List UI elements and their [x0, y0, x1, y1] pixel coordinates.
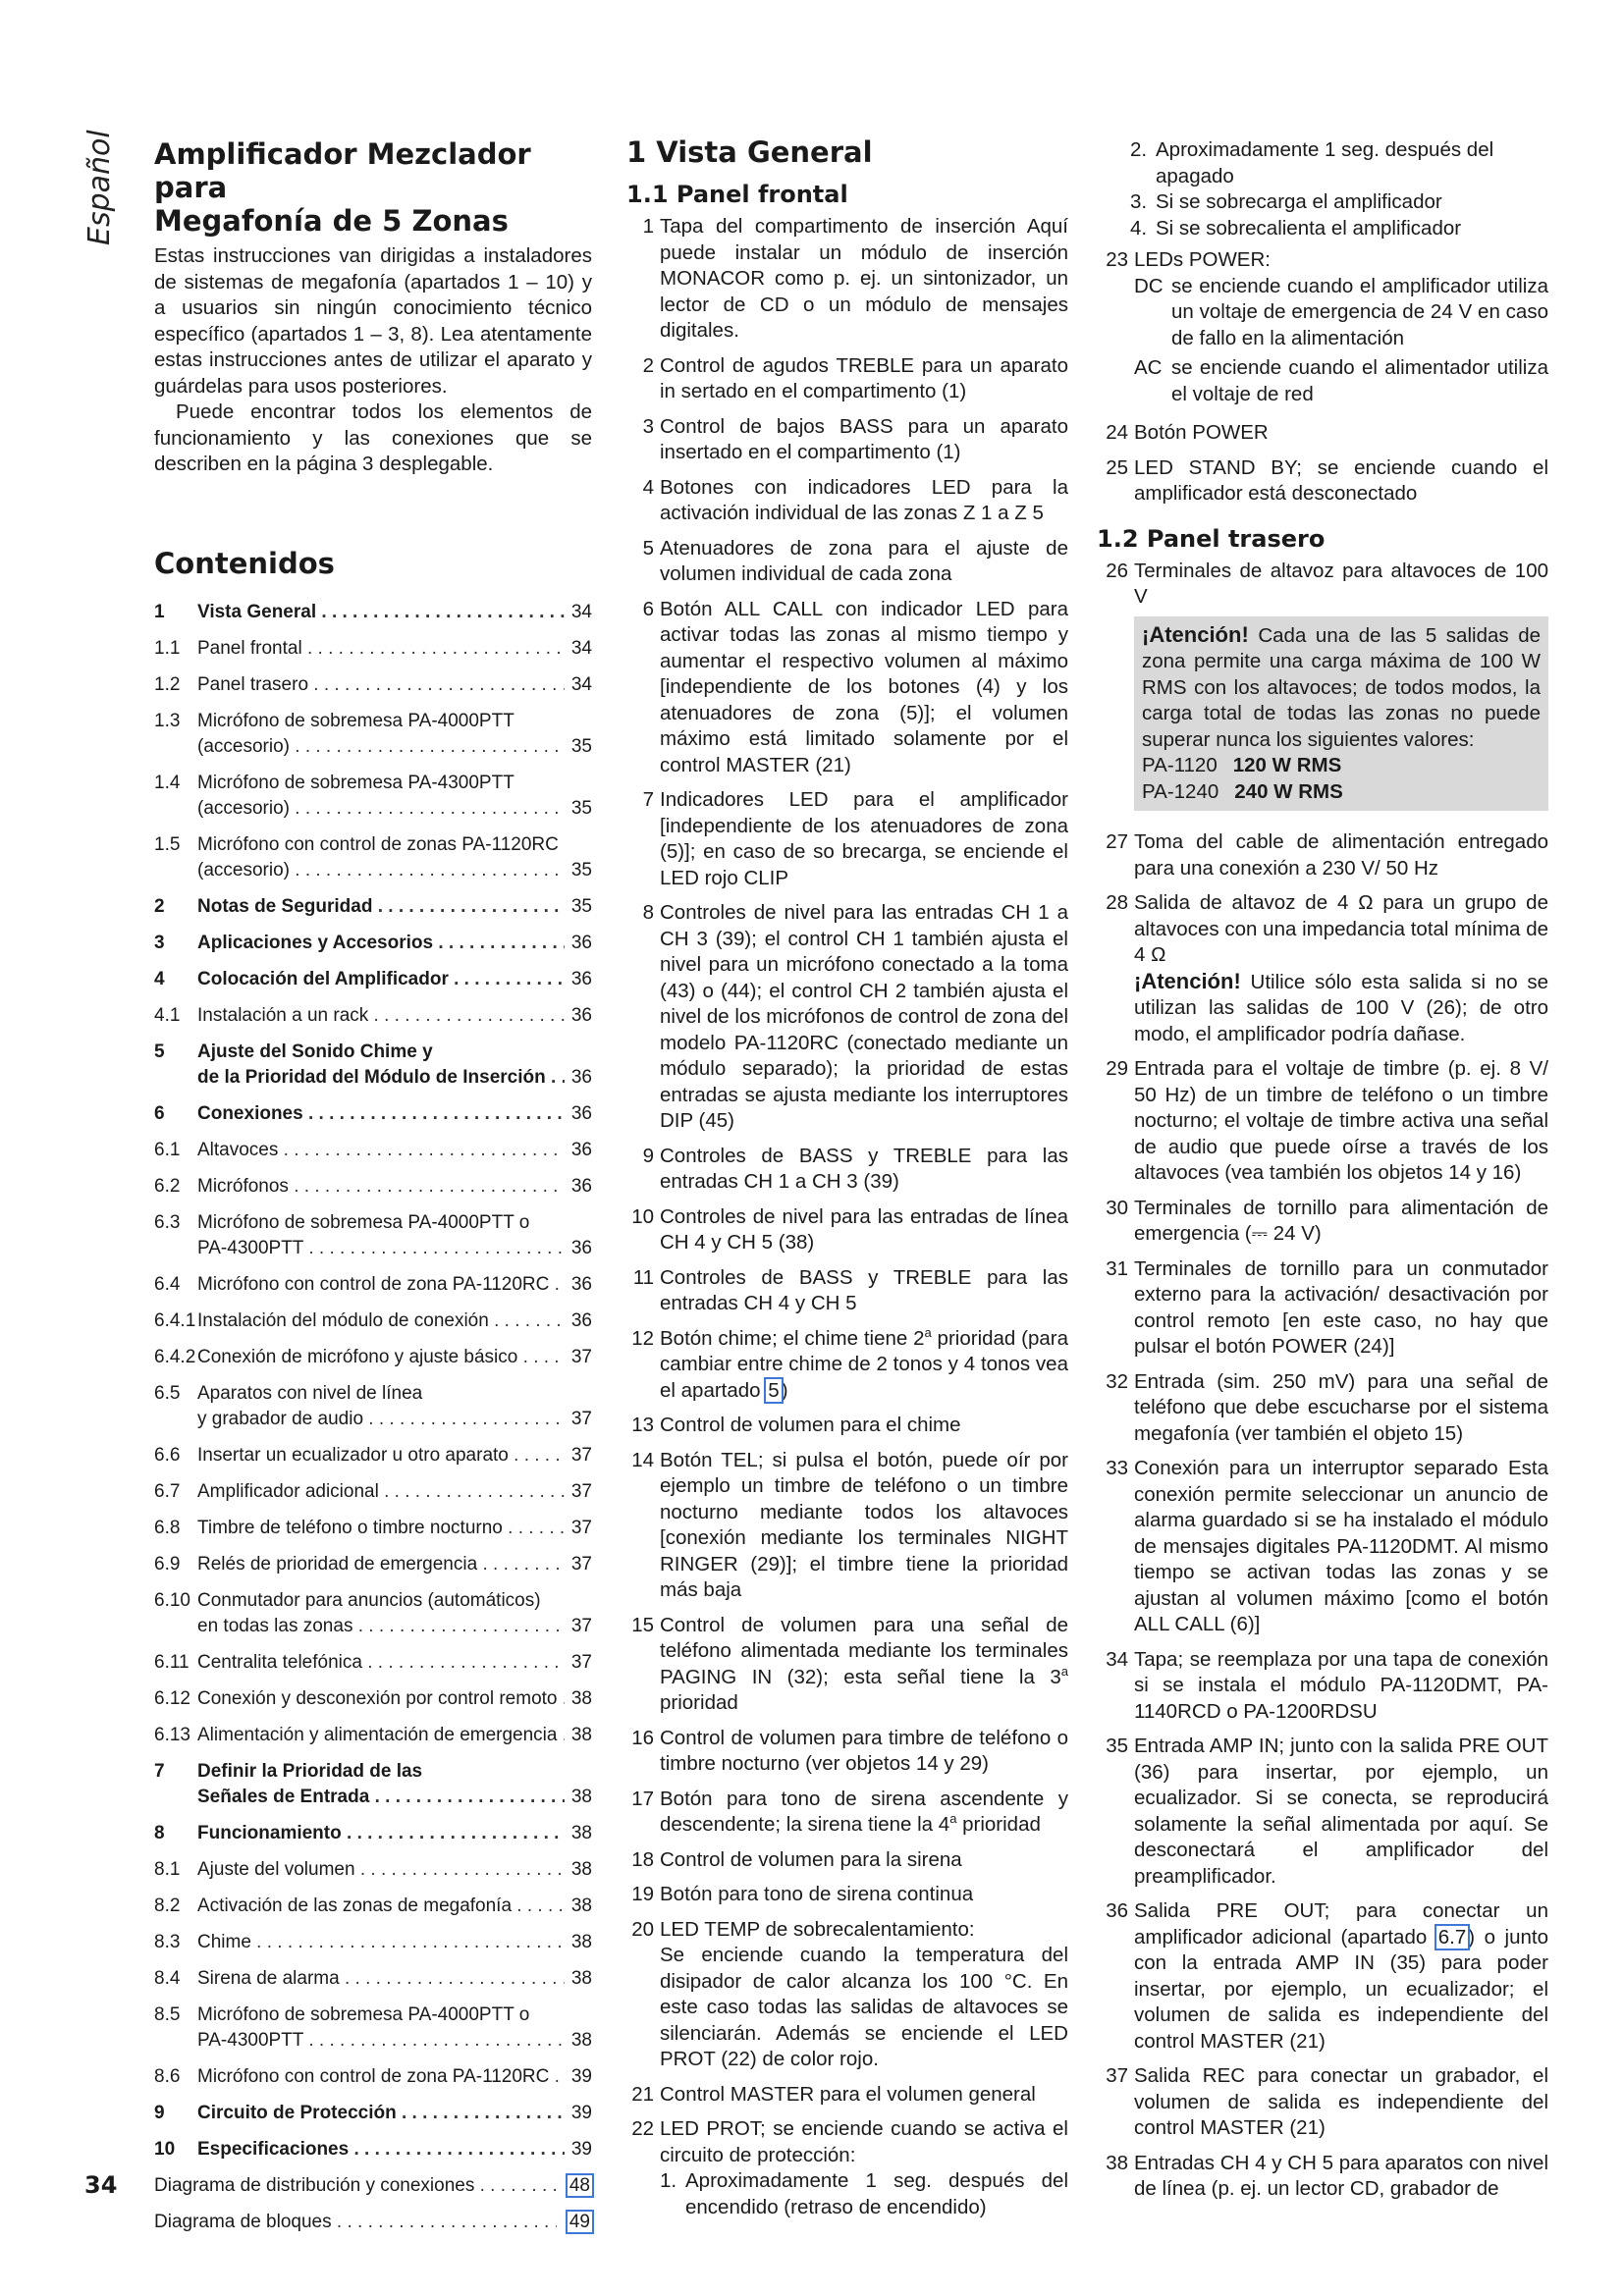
title-line-1: Amplificador Mezclador para [154, 137, 531, 204]
toc-page-number: 38 [570, 1724, 592, 1745]
toc-label: Diagrama de distribución y conexiones . . . [154, 2173, 557, 2199]
toc-label: de la Prioridad del Módulo de Inserción . . . [197, 1065, 565, 1091]
toc-label: Definir la Prioridad de las [197, 1760, 423, 1782]
column-rear-panel [1097, 137, 1548, 2212]
language-tab: Español [82, 130, 117, 245]
toc-label: Micrófono de sobremesa PA-4000PTT o [197, 1211, 530, 1233]
toc-entry[interactable] [154, 2002, 592, 2054]
toc-page-link[interactable]: 49 [568, 2211, 590, 2232]
list-item: 20 LED TEMP de sobrecalentamiento: Se enciende cuando la temperatura del disipador de calor alcanza los 100 °C. En este caso todas las salidas de altavoces se silenciarán. Además se enciende el LED PROT (22) de color rojo. [631, 1917, 1068, 2070]
toc-label: Circuito de Protección . . . [197, 2101, 565, 2126]
toc-number: 6.4.2 [154, 1346, 196, 1367]
toc-label: Micrófono de sobremesa PA-4300PTT [197, 772, 514, 793]
toc-entry[interactable] [154, 1308, 592, 1334]
toc-entry[interactable] [154, 1516, 592, 1541]
toc-page-number: 36 [570, 1175, 592, 1197]
toc-number: 6.7 [154, 1480, 181, 1502]
toc-page-number: 39 [570, 2102, 592, 2123]
section-1-2-heading: 1.2 Panel trasero [1097, 524, 1326, 553]
toc-page-number: 37 [570, 1346, 592, 1367]
toc-label: Micrófono con control de zona PA-1120RC . . . [197, 2064, 565, 2090]
toc-label: Altavoces . . . [197, 1138, 565, 1163]
sub-item: 2. Aproximadamente 1 seg. después del apagado [1130, 138, 1494, 187]
toc-number: 5 [154, 1041, 165, 1062]
toc-page-number: 36 [570, 1102, 592, 1124]
list-item: 23 LEDs POWER: DC se enciende cuando el amplificador utiliza un voltaje de emergencia de 24 V en caso de fallo en la alimentación AC se enciende cuando el alimentador utiliza el voltaje de red [1097, 247, 1548, 411]
toc-label: Centralita telefónica . . . [197, 1650, 565, 1676]
toc-label: Conmutador para anuncios (automáticos) [197, 1589, 541, 1611]
toc-page-number: 35 [570, 735, 592, 757]
toc-number: 1.5 [154, 833, 181, 855]
toc-entry[interactable] [154, 600, 592, 625]
list-item: 24 Botón POWER [1106, 421, 1269, 444]
list-item: 3 Control de bajos BASS para un aparato insertado en el compartimento (1) [642, 414, 1068, 463]
toc-number: 3 [154, 932, 165, 953]
toc-number: 1.1 [154, 637, 181, 659]
toc-page-number: 38 [570, 1931, 592, 1952]
toc-number: 8 [154, 1822, 165, 1843]
front-panel-list-a [626, 214, 1068, 1317]
toc-number: 10 [154, 2138, 176, 2160]
list-item: 9 Controles de BASS y TREBLE para las entradas CH 1 a CH 3 (39) [642, 1144, 1068, 1193]
toc-entry[interactable] [154, 1443, 592, 1468]
toc-label: Ajuste del Sonido Chime y [197, 1041, 433, 1062]
toc-number: 6.12 [154, 1687, 190, 1709]
toc-entry[interactable] [154, 1821, 592, 1846]
toc-page-number: 38 [570, 2029, 592, 2051]
toc-page-number: 34 [570, 601, 592, 622]
toc-label: Insertar un ecualizador u otro aparato . . . [197, 1443, 565, 1468]
toc-label: Aplicaciones y Accesorios . . . [197, 931, 565, 956]
toc-number: 6.6 [154, 1444, 181, 1466]
toc-page-number: 37 [570, 1615, 592, 1636]
toc-entry[interactable] [154, 1759, 592, 1810]
sub-item: DC se enciende cuando el amplificador utiliza un voltaje de emergencia de 24 V en caso de fallo en la alimentación [1134, 274, 1548, 349]
toc-entry[interactable] [154, 832, 592, 883]
toc-entry[interactable] [154, 636, 592, 662]
toc-label: Panel trasero . . . [197, 672, 565, 698]
toc-label: PA-4300PTT . . . [197, 1236, 565, 1261]
toc-label: (accesorio) . . . [197, 734, 565, 760]
list-item: 25 LED STAND BY; se enciende cuando el amplificador está desconectado [1106, 455, 1548, 505]
toc-page-number: 35 [570, 859, 592, 881]
toc-label: Funcionamiento . . . [197, 1821, 565, 1846]
sub-item: 4. Si se sobrecalienta el amplificador [1130, 216, 1462, 240]
toc-label: Chime . . . [197, 1930, 565, 1955]
list-item: 17 Botón para tono de sirena ascendente y descendente; la sirena tiene la 4$^a$ prioridad [631, 1787, 1068, 1836]
toc-number: 1.3 [154, 710, 181, 731]
toc-number: 8.4 [154, 1967, 181, 1989]
list-item: 31 Terminales de tornillo para un conmutador externo para la activación/ desactivación por control remoto [en este caso, no hay que pulsar el botón POWER (24)] [1106, 1256, 1548, 1358]
list-item: 36 Salida PRE OUT; para conectar un amplificador adicional (apartado 6.7) o junto con la entrada AMP IN (35) para poder insertar, por ejemplo, un ecualizador; el volumen de salida es independiente del control MASTER (21) [1106, 1899, 1548, 2053]
toc-page-number: 37 [570, 1651, 592, 1673]
toc-label: Conexión y desconexión por control remoto . . . [197, 1686, 565, 1712]
list-item: 27 Toma del cable de alimentación entregado para una conexión a 230 V/ 50 Hz [1106, 830, 1548, 880]
toc-number: 1 [154, 601, 165, 622]
list-item: 37 Salida REC para conectar un grabador, el volumen de salida es independiente del control MASTER (21) [1106, 2064, 1548, 2139]
toc-page-number: 38 [570, 1895, 592, 1916]
list-item: 16 Control de volumen para timbre de teléfono o timbre nocturno (ver objetos 14 y 29) [631, 1726, 1068, 1775]
toc-label: Especificaciones . . . [197, 2137, 565, 2163]
list-item: 14 Botón TEL; si pulsa el botón, puede oír por ejemplo un timbre de teléfono o un timbre nocturno mediante todos los altavoces [conexión mediante los terminales NIGHT RINGER (29)]; el timbre tiene la prioridad más baja [631, 1448, 1068, 1601]
toc-entry[interactable] [154, 931, 592, 956]
toc-number: 7 [154, 1760, 165, 1782]
toc-entry[interactable] [154, 2137, 592, 2163]
list-item: 6 Botón ALL CALL con indicador LED para activar todas las zonas al mismo tiempo y aumentar el respectivo volumen al máximo [independiente de los botones (4) y los atenuadores de zona (5)]; el volumen máximo está limitado solamente por el control MASTER (21) [642, 597, 1068, 776]
toc-page-number: 36 [570, 1273, 592, 1295]
toc-number: 6 [154, 1102, 165, 1124]
list-item: 5 Atenuadores de zona para el ajuste de volumen individual de cada zona [642, 536, 1068, 585]
toc-page-number: 37 [570, 1444, 592, 1466]
toc-label: Conexión de micrófono y ajuste básico . . . [197, 1345, 565, 1370]
toc-number: 6.1 [154, 1139, 181, 1160]
toc-entry[interactable] [154, 894, 592, 920]
toc-label: Sirena de alarma . . . [197, 1966, 565, 1992]
toc-label: Alimentación y alimentación de emergencia . . . [197, 1723, 565, 1748]
toc-number: 8.5 [154, 2003, 181, 2025]
toc-label: Micrófono de sobremesa PA-4000PTT [197, 710, 514, 731]
toc-label: Señales de Entrada . . . [197, 1785, 565, 1810]
toc-page-number: 39 [570, 2138, 592, 2160]
toc-entry[interactable] [154, 1138, 592, 1163]
toc-entry[interactable] [154, 1857, 592, 1883]
toc-page-number: 38 [570, 1822, 592, 1843]
toc-number: 8.1 [154, 1858, 181, 1880]
toc-entry[interactable] [154, 2210, 592, 2235]
toc-entry[interactable] [154, 1003, 592, 1029]
item-22-continued [1097, 137, 1548, 241]
pa-1240-rating: PA-1240 240 W RMS [1142, 779, 1343, 803]
toc-entry[interactable] [154, 1272, 592, 1298]
toc-label: Notas de Seguridad . . . [197, 894, 565, 920]
list-item: 32 Entrada (sim. 250 mV) para una señal de teléfono que debe escucharse por el sistema megafonía (ver también el objeto 15) [1106, 1369, 1548, 1445]
column-intro-toc [154, 133, 592, 2246]
toc-page-number: 36 [570, 1309, 592, 1331]
toc-page-number: 36 [570, 1139, 592, 1160]
toc-page-number: 38 [570, 1786, 592, 1807]
toc-number: 2 [154, 895, 165, 917]
toc-number: 6.8 [154, 1517, 181, 1538]
toc-entry[interactable] [154, 2101, 592, 2126]
list-item: 30 Terminales de tornillo para alimentación de emergencia (⎓ 24 V) [1106, 1196, 1548, 1245]
list-item: 38 Entradas CH 4 y CH 5 para aparatos con nivel de línea (p. ej. un lector CD, grabador de [1106, 2151, 1548, 2200]
toc-label: Aparatos con nivel de línea [197, 1382, 423, 1404]
toc-entry[interactable] [154, 2173, 592, 2199]
toc-label: Timbre de teléfono o timbre nocturno . . . [197, 1516, 565, 1541]
toc-entry[interactable] [154, 1588, 592, 1639]
toc-page-number: 35 [570, 797, 592, 819]
toc-number: 6.4.1 [154, 1309, 196, 1331]
toc-label: Diagrama de bloques . . . [154, 2210, 557, 2235]
attention-box: ¡Atención! Cada una de las 5 salidas de zona permite una carga máxima de 100 W RMS con los altavoces; de todos modos, la carga total de todas las zonas no puede superar nunca los siguientes valores: PA-1120 120 W RMS PA-1240 240 W RMS [1134, 616, 1548, 812]
toc-entry[interactable] [154, 771, 592, 822]
list-item: 4 Botones con indicadores LED para la activación individual de las zonas Z 1 a Z 5 [642, 475, 1068, 524]
list-item: 22 LED PROT; se enciende cuando se activa el circuito de protección: 1. Aproximadamente 1 seg. después del encendido (retraso de encendido) [626, 2116, 1068, 2220]
toc-page-number: 38 [570, 1687, 592, 1709]
list-item: 10 Controles de nivel para las entradas de línea CH 4 y CH 5 (38) [631, 1204, 1068, 1254]
toc-label: Relés de prioridad de emergencia . . . [197, 1552, 565, 1577]
list-item: 29 Entrada para el voltaje de timbre (p. ej. 8 V/ 50 Hz) de un timbre de teléfono o un timbre nocturno; el voltaje de timbre activa una señal de audio que puede oírse a través de los altavoces (vea también los objetos 14 y 16) [1106, 1057, 1548, 1184]
toc-label: Activación de las zonas de megafonía . . . [197, 1894, 565, 1919]
toc-label: Amplificador adicional . . . [197, 1479, 565, 1505]
toc-page-number: 37 [570, 1480, 592, 1502]
toc-entry[interactable] [154, 1650, 592, 1676]
toc-page-number: 36 [570, 932, 592, 953]
toc-entry[interactable] [154, 1479, 592, 1505]
page-number: 34 [84, 2171, 118, 2199]
list-item: 33 Conexión para un interruptor separado Esta conexión permite seleccionar un anuncio de alarma guardado si se ha instalado el módulo de mensajes digitales PA-1120DMT. Al mismo tiempo se activan todas las zonas y se ajustan al volumen máximo [como el botón ALL CALL (6)] [1106, 1457, 1548, 1635]
sub-item: AC se enciende cuando el alimentador utiliza el voltaje de red [1134, 356, 1548, 405]
list-item: 34 Tapa; se reemplaza por una tapa de conexión si se instala el módulo PA-1120DMT, PA-1140RCD o PA-1200RDSU [1106, 1647, 1548, 1723]
toc-label: Vista General . . . [197, 600, 565, 625]
toc-entry[interactable] [154, 1686, 592, 1712]
section-1-heading: 1 Vista General [626, 135, 873, 169]
toc-label: Ajuste del volumen . . . [197, 1857, 565, 1883]
toc-label: Micrófono de sobremesa PA-4000PTT o [197, 2003, 530, 2025]
toc-entry[interactable] [154, 1381, 592, 1432]
toc-number: 9 [154, 2102, 165, 2123]
toc-entry[interactable] [154, 1101, 592, 1127]
toc-page-number: 36 [570, 968, 592, 989]
sub-item: 1. Aproximadamente 1 seg. después del encendido (retraso de encendido) [660, 2169, 1068, 2218]
front-panel-list-b [626, 1413, 1068, 1604]
toc-number: 1.4 [154, 772, 181, 793]
toc-page-link[interactable]: 48 [568, 2174, 590, 2196]
toc-number: 6.3 [154, 1211, 181, 1233]
toc-number: 1.2 [154, 673, 181, 695]
list-item: 8 Controles de nivel para las entradas CH 1 a CH 3 (39); el control CH 1 también ajusta el nivel para un micrófono conectado a la toma (43) o (44); el control CH 2 también ajusta el nivel de los micrófonos de control de zona del modelo PA-1120RC (conectado mediante un módulo separado); la prioridad de estas entradas se ajusta mediante los interruptores DIP (45) [642, 901, 1068, 1132]
list-item: 1 Tapa del compartimento de inserción Aquí puede instalar un módulo de inserción MONACOR como p. ej. un sintonizador, un lector de CD o un módulo de mensajes digitales. [642, 215, 1068, 342]
toc-entry[interactable] [154, 2064, 592, 2090]
toc-heading: Contenidos [154, 546, 335, 580]
toc-number: 6.4 [154, 1273, 181, 1295]
toc-label: Micrófono con control de zona PA-1120RC . . . [197, 1272, 565, 1298]
list-item: 7 Indicadores LED para el amplificador [independiente de los atenuadores de zona (5)]; en caso de so brecarga, se enciende el LED rojo CLIP [642, 788, 1068, 889]
toc-entry[interactable] [154, 1966, 592, 1992]
toc-label: (accesorio) . . . [197, 858, 565, 883]
toc-page-number: 36 [570, 1004, 592, 1026]
toc-label: Instalación del módulo de conexión . . . [197, 1308, 565, 1334]
toc-entry[interactable] [154, 1723, 592, 1748]
toc-page-number: 34 [570, 637, 592, 659]
sub-item: 3. Si se sobrecarga el amplificador [1130, 190, 1442, 213]
list-item: 19 Botón para tono de sirena continua [631, 1883, 974, 1905]
toc-number: 6.10 [154, 1589, 190, 1611]
list-item: 15 Control de volumen para una señal de teléfono alimentada mediante los terminales PAGING IN (32); esta señal tiene la 3$^a$ prioridad [631, 1613, 1068, 1714]
toc-number: 4.1 [154, 1004, 181, 1026]
toc-number: 6.2 [154, 1175, 181, 1197]
toc-label: (accesorio) . . . [197, 796, 565, 822]
toc-entry[interactable] [154, 967, 592, 992]
toc-page-number: 34 [570, 673, 592, 695]
toc-entry[interactable] [154, 1210, 592, 1261]
toc-label: Conexiones . . . [197, 1101, 565, 1127]
intro-paragraph-2: Puede encontrar todos los elementos de funcionamiento y las conexiones que se describen en la página 3 desplegable. [154, 400, 592, 475]
list-item: 12 Botón chime; el chime tiene 2$^a$ prioridad (para cambiar entre chime de 2 tonos y 4 tonos vea el apartado 5) [631, 1324, 1068, 1402]
toc-label: Colocación del Amplificador . . . [197, 967, 565, 992]
cross-reference-link[interactable]: 6.7 [1437, 1925, 1467, 1949]
toc-number: 4 [154, 968, 165, 989]
toc-page-number: 36 [570, 1066, 592, 1088]
column-front-panel [626, 133, 1068, 2220]
toc-page-number: 39 [570, 2065, 592, 2087]
toc-number: 8.3 [154, 1931, 181, 1952]
toc-label: Micrófono con control de zonas PA-1120RC [197, 833, 559, 855]
list-item: 18 Control de volumen para la sirena [631, 1847, 962, 1871]
toc-number: 8.6 [154, 2065, 181, 2087]
list-item: 2 Control de agudos TREBLE para un aparato in sertado en el compartimento (1) [642, 353, 1068, 402]
toc-number: 8.2 [154, 1895, 181, 1916]
list-item: 21 Control MASTER para el volumen general [631, 2082, 1036, 2106]
section-1-1-heading: 1.1 Panel frontal [626, 181, 848, 208]
toc-number: 6.11 [154, 1651, 189, 1673]
toc-number: 6.9 [154, 1553, 181, 1575]
intro-paragraph-1: Estas instrucciones van dirigidas a instaladores de sistemas de megafonía (apartados 1 – 10) y a usuarios sin ningún conocimiento técnico específico (apartados 1 – 3, 8). Lea atentamente estas instrucciones antes de utilizar el aparato y guárdelas para usos posteriores. [154, 244, 592, 398]
toc-label: PA-4300PTT . . . [197, 2028, 565, 2054]
toc-number: 6.5 [154, 1382, 181, 1404]
toc-page-number: 36 [570, 1237, 592, 1258]
toc-page-number: 38 [570, 1858, 592, 1880]
document-title [154, 137, 592, 238]
toc-page-number: 38 [570, 1967, 592, 1989]
toc-number: 6.13 [154, 1724, 190, 1745]
list-item: 13 Control de volumen para el chime [631, 1414, 961, 1436]
toc-entry[interactable] [154, 709, 592, 760]
toc-page-number: 37 [570, 1553, 592, 1575]
title-line-2: Megafonía de 5 Zonas [154, 204, 509, 238]
cross-reference-link[interactable]: 5 [768, 1378, 780, 1402]
list-item: 26 Terminales de altavoz para altavoces de 100 V ¡Atención! Cada una de las 5 salidas de zona permite una carga máxima de 100 W RMS con los altavoces; de todos modos, la carga total de todas las zonas no puede superar nunca los siguientes valores: PA-1120 120 W RMS PA-1240 240 W RMS [1097, 559, 1548, 822]
toc-entry[interactable] [154, 1894, 592, 1919]
toc-label: Instalación a un rack . . . [197, 1003, 565, 1029]
toc-label: Panel frontal . . . [197, 636, 565, 662]
toc-entry[interactable] [154, 1552, 592, 1577]
toc-entry[interactable] [154, 1174, 592, 1200]
list-item: 28 Salida de altavoz de 4 Ω para un grupo de altavoces con una impedancia total mínima de 4 Ω ¡Atención! Utilice sólo esta salida si no se utilizan las salidas de 100 V (26); de otro modo, el amplificador podría dañase. [1106, 891, 1548, 1045]
list-item: 35 Entrada AMP IN; junto con la salida PRE OUT (36) para insertar, por ejemplo, un ecualizador. Si se conecta, se reproducirá solamente la señal alimentada por aquí. Se desconectará el amplificador del preamplificador. [1106, 1735, 1548, 1888]
toc-page-number: 37 [570, 1517, 592, 1538]
toc-label: en todas las zonas . . . [197, 1614, 565, 1639]
toc-label: Micrófonos . . . [197, 1174, 565, 1200]
toc-entry[interactable] [154, 1345, 592, 1370]
toc-entry[interactable] [154, 1040, 592, 1091]
toc-entry[interactable] [154, 1930, 592, 1955]
toc-entry[interactable] [154, 672, 592, 698]
toc-page-number: 35 [570, 895, 592, 917]
list-item: 11 Controles de BASS y TREBLE para las entradas CH 4 y CH 5 [632, 1265, 1068, 1314]
table-of-contents [154, 600, 592, 2235]
pa-1120-rating: PA-1120 120 W RMS [1142, 754, 1342, 776]
toc-label: y grabador de audio . . . [197, 1407, 565, 1432]
toc-page-number: 37 [570, 1408, 592, 1429]
